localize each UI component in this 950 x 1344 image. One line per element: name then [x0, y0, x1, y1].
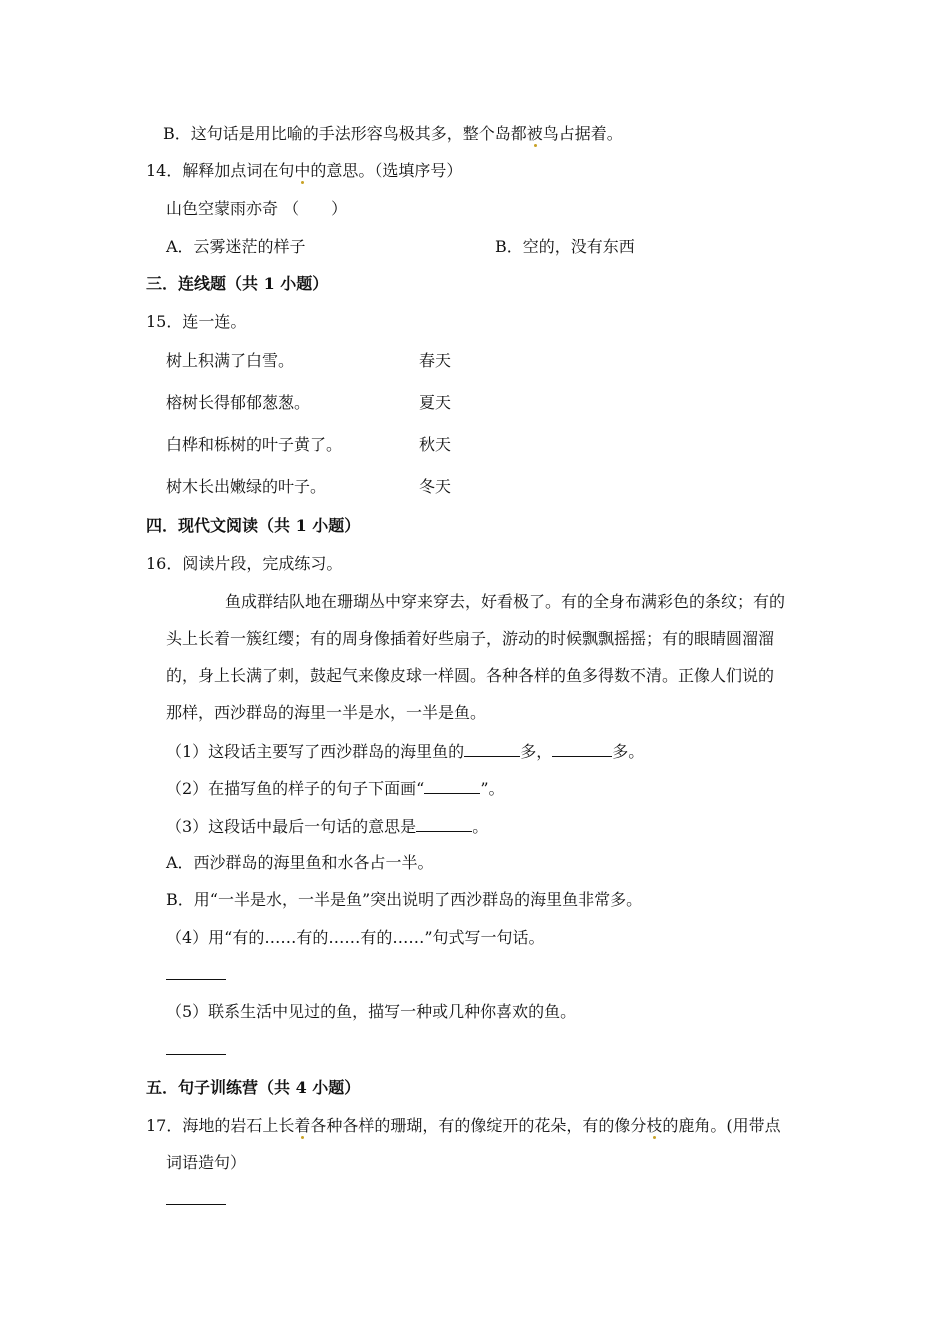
q15-left-item[interactable]: 树上积满了白雪。 — [166, 351, 295, 370]
answer-line[interactable] — [166, 1038, 226, 1061]
q17-stem: 17．海地的岩石上长着各种各样的珊瑚，有的像绽开的花朵，有的像分枝的鹿角。(用带点 — [146, 1116, 781, 1135]
q16-sub5: （5）联系生活中见过的鱼，描写一种或几种你喜欢的鱼。 — [166, 1002, 577, 1021]
q16-passage-line: 的，身上长满了刺，鼓起气来像皮球一样圆。各种各样的鱼多得数不清。正像人们说的 — [166, 666, 775, 685]
dotted-char: 被 — [526, 124, 543, 143]
section-5-title: 五．句子训练营（共 4 小题） — [146, 1078, 361, 1097]
answer-line[interactable] — [166, 963, 226, 986]
answer-blank[interactable] — [552, 740, 612, 757]
q14-stem: 14．解释加点词在句中的意思。（选填序号） — [146, 161, 463, 180]
q15-left-item[interactable]: 榕树长得郁郁葱葱。 — [166, 393, 311, 412]
q15-right-item[interactable]: 秋天 — [419, 435, 452, 454]
q16-sub3: （3）这段话中最后一句话的意思是 。 — [166, 817, 489, 836]
answer-blank[interactable] — [416, 815, 472, 832]
q16-sub2: （2）在描写鱼的样子的句子下面画“ ”。 — [166, 779, 505, 798]
q15-left-item[interactable]: 白桦和栎树的叶子黄了。 — [166, 435, 343, 454]
q16-passage-line: 鱼成群结队地在珊瑚丛中穿来穿去，好看极了。有的全身布满彩色的条纹；有的 — [225, 592, 786, 611]
dotted-char: 枝 — [646, 1116, 663, 1135]
q16-sub1: （1）这段话主要写了西沙群岛的海里鱼的 多， 多。 — [166, 742, 645, 761]
q16-option-a: A．西沙群岛的海里鱼和水各占一半。 — [166, 853, 434, 872]
answer-blank[interactable] — [424, 777, 480, 794]
q16-stem: 16．阅读片段，完成练习。 — [146, 554, 343, 573]
q15-stem: 15．连一连。 — [146, 312, 247, 331]
q14-poem-line: 山色空蒙雨亦奇 （ ） — [166, 199, 348, 218]
q15-right-item[interactable]: 夏天 — [419, 393, 452, 412]
q13-option-b: B．这句话是用比喻的手法形容鸟极其多，整个岛都被鸟占据着。 — [163, 124, 623, 143]
answer-blank[interactable] — [464, 740, 520, 757]
q15-right-item[interactable]: 冬天 — [419, 477, 452, 496]
q16-option-b: B．用“一半是水，一半是鱼”突出说明了西沙群岛的海里鱼非常多。 — [166, 890, 643, 909]
q14-option-b: B．空的，没有东西 — [495, 237, 635, 256]
q15-left-item[interactable]: 树木长出嫩绿的叶子。 — [166, 477, 327, 496]
section-3-title: 三．连线题（共 1 小题） — [146, 274, 329, 293]
q14-option-a: A．云雾迷茫的样子 — [166, 237, 306, 256]
answer-line[interactable] — [166, 1188, 226, 1211]
q16-sub4: （4）用“有的……有的……有的……”句式写一句话。 — [166, 928, 545, 947]
q15-right-item[interactable]: 春天 — [419, 351, 452, 370]
q16-passage-line: 那样，西沙群岛的海里一半是水，一半是鱼。 — [166, 703, 487, 722]
q16-passage-line: 头上长着一簇红缨；有的周身像插着好些扇子，游动的时候飘飘摇摇；有的眼睛圆溜溜 — [166, 629, 775, 648]
q17-stem-line-2: 词语造句） — [166, 1153, 247, 1172]
dotted-char: 着 — [294, 1116, 311, 1135]
section-4-title: 四．现代文阅读（共 1 小题） — [146, 516, 361, 535]
dotted-char: 中 — [294, 161, 311, 180]
